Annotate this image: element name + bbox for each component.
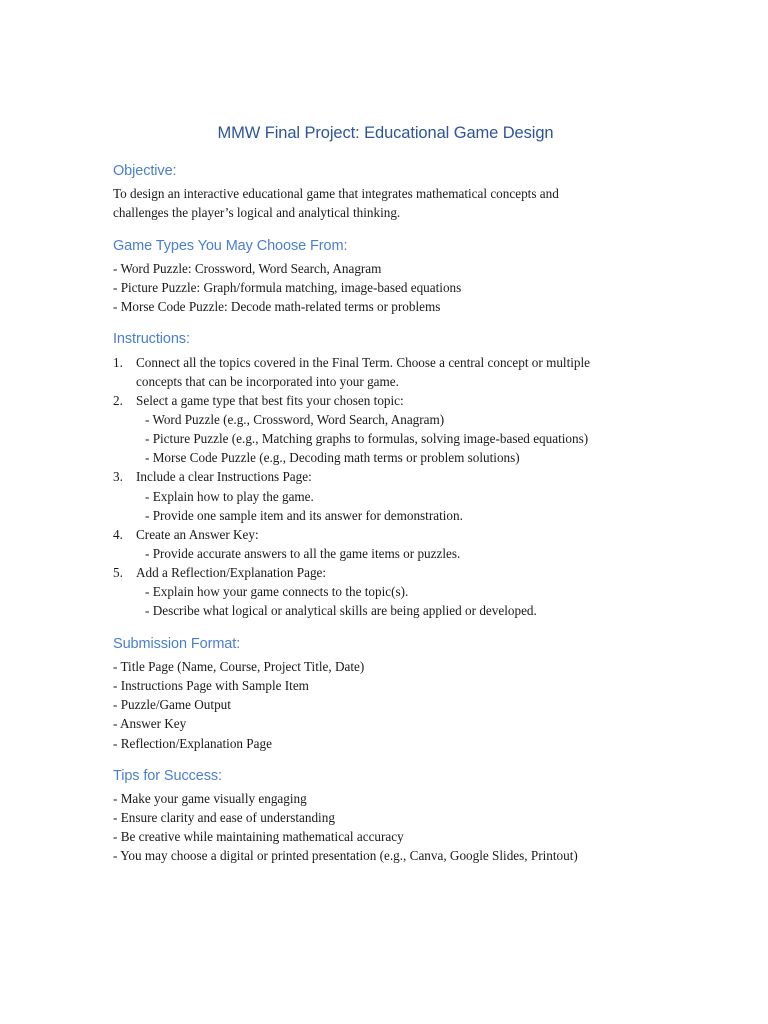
step-subitem: - Picture Puzzle (e.g., Matching graphs to formulas, solving image-based equations) [145, 431, 589, 446]
game-type-item: - Word Puzzle: Crossword, Word Search, Anagram [113, 261, 382, 276]
submission-item: - Title Page (Name, Course, Project Title, Date) [113, 659, 365, 674]
submission-item: - Instructions Page with Sample Item [113, 678, 309, 693]
step-text: Select a game type that best fits your chosen topic: [136, 393, 404, 408]
game-types-heading: Game Types You May Choose From: [113, 238, 348, 254]
step-subitem: - Describe what logical or analytical skills are being applied or developed. [145, 603, 537, 618]
step-subitem: - Provide one sample item and its answer for demonstration. [145, 508, 463, 523]
objective-line: To design an interactive educational game that integrates mathematical concepts and [113, 186, 559, 201]
submission-item: - Answer Key [113, 716, 187, 731]
submission-item: - Puzzle/Game Output [113, 697, 231, 712]
step-text: Connect all the topics covered in the Final Term. Choose a central concept or multiple [136, 355, 591, 370]
step-number: 2. [113, 393, 123, 408]
step-subitem: - Word Puzzle (e.g., Crossword, Word Search, Anagram) [145, 412, 445, 427]
tip-item: - You may choose a digital or printed presentation (e.g., Canva, Google Slides, Printout) [113, 848, 578, 863]
step-number: 3. [113, 469, 123, 484]
objective-line: challenges the player’s logical and analytical thinking. [113, 205, 401, 220]
step-number: 1. [113, 355, 123, 370]
step-subitem: - Provide accurate answers to all the game items or puzzles. [145, 546, 461, 561]
tip-item: - Make your game visually engaging [113, 791, 307, 806]
step-subitem: - Explain how to play the game. [145, 489, 314, 504]
game-type-item: - Picture Puzzle: Graph/formula matching, image-based equations [113, 280, 462, 295]
instructions-heading: Instructions: [113, 331, 190, 347]
step-subitem: - Morse Code Puzzle (e.g., Decoding math terms or problem solutions) [145, 450, 520, 465]
objective-heading: Objective: [113, 163, 177, 179]
step-text-continued: concepts that can be incorporated into your game. [136, 374, 399, 389]
submission-heading: Submission Format: [113, 636, 241, 652]
tips-heading: Tips for Success: [113, 768, 222, 784]
submission-item: - Reflection/Explanation Page [113, 736, 272, 751]
step-number: 5. [113, 565, 123, 580]
game-type-item: - Morse Code Puzzle: Decode math-related terms or problems [113, 299, 441, 314]
tip-item: - Ensure clarity and ease of understanding [113, 810, 335, 825]
tip-item: - Be creative while maintaining mathematical accuracy [113, 829, 404, 844]
step-subitem: - Explain how your game connects to the topic(s). [145, 584, 409, 599]
step-text: Create an Answer Key: [136, 527, 259, 542]
step-text: Add a Reflection/Explanation Page: [136, 565, 327, 580]
document-title: MMW Final Project: Educational Game Design [217, 124, 554, 142]
step-number: 4. [113, 527, 123, 542]
step-text: Include a clear Instructions Page: [136, 469, 312, 484]
